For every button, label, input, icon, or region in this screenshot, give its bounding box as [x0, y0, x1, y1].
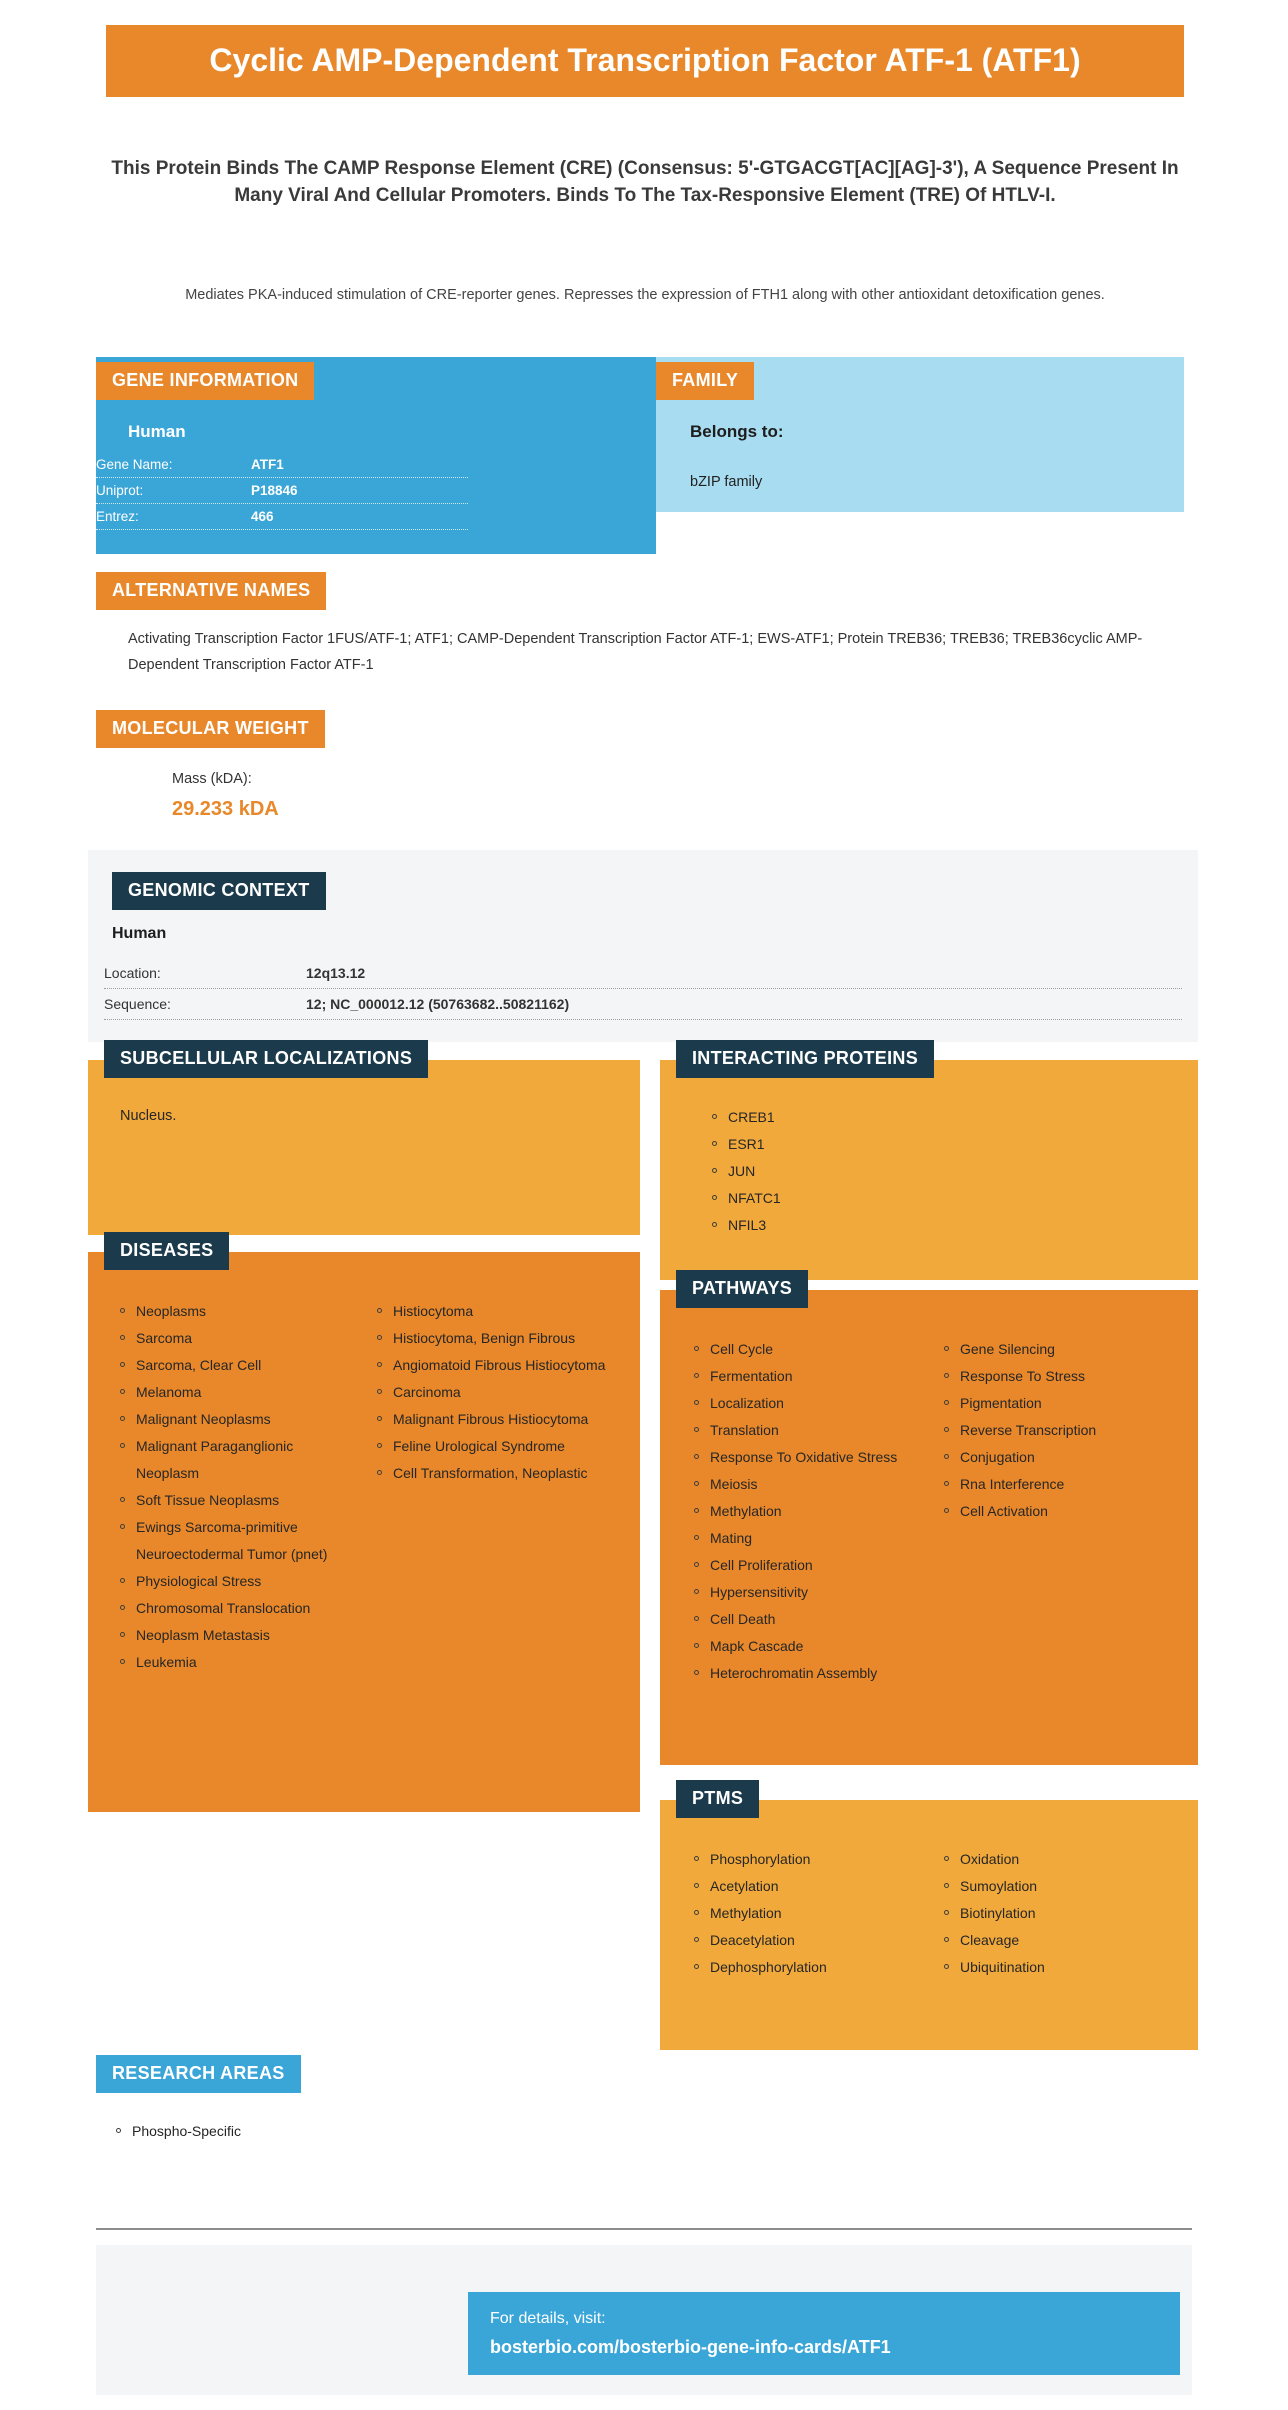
list-item: Sarcoma, Clear Cell: [116, 1352, 359, 1379]
subcellular-localizations-text: Nucleus.: [120, 1108, 177, 1124]
list-item: Localization: [690, 1390, 926, 1417]
diseases-header: DISEASES: [104, 1232, 229, 1270]
list-item: Oxidation: [940, 1846, 1176, 1873]
list-item: NFIL3: [708, 1212, 1138, 1239]
alternative-names-text: Activating Transcription Factor 1FUS/ATF-1; ATF1; CAMP-Dependent Transcription Factor ATF-1; EWS-ATF1; Protein TREB36; TREB36; TREB36cyclic AMP-Dependent Transcription Factor ATF-1: [128, 631, 1143, 673]
list-item: Mating: [690, 1525, 926, 1552]
gene-information-rows: [96, 452, 468, 530]
genomic-context-rows: [104, 958, 1182, 1020]
alternative-names-header: ALTERNATIVE NAMES: [96, 572, 326, 610]
gene-info-row: [96, 452, 468, 478]
list-item: Histiocytoma, Benign Fibrous: [373, 1325, 616, 1352]
molecular-weight-label: Mass (kDA):: [172, 771, 252, 787]
genomic-context-value: 12; NC_000012.12 (50763682..50821162): [306, 996, 570, 1012]
gene-info-value: ATF1: [251, 457, 284, 472]
genomic-context-row: [104, 989, 1182, 1020]
list-item: Cell Activation: [940, 1498, 1176, 1525]
gene-info-value: 466: [251, 509, 274, 524]
family-header: FAMILY: [656, 362, 754, 400]
diseases-list-1: [116, 1298, 359, 1676]
list-item: Acetylation: [690, 1873, 926, 1900]
list-item: Physiological Stress: [116, 1568, 359, 1595]
list-item: Sarcoma: [116, 1325, 359, 1352]
genomic-context-value: 12q13.12: [306, 965, 366, 981]
ptms-column-1: [690, 1846, 926, 1981]
gene-info-row: [96, 478, 468, 504]
list-item: Conjugation: [940, 1444, 1176, 1471]
list-item: Angiomatoid Fibrous Histiocytoma: [373, 1352, 616, 1379]
gene-info-key: Entrez:: [96, 509, 139, 524]
list-item: Neoplasms: [116, 1298, 359, 1325]
interacting-proteins-list: [708, 1104, 1138, 1239]
genomic-context-header: GENOMIC CONTEXT: [112, 872, 326, 910]
list-item: Response To Stress: [940, 1363, 1176, 1390]
list-item: Methylation: [690, 1498, 926, 1525]
list-item: Cell Transformation, Neoplastic: [373, 1460, 616, 1487]
list-item: Cell Proliferation: [690, 1552, 926, 1579]
footer-divider: [96, 2228, 1192, 2230]
research-areas-header: RESEARCH AREAS: [96, 2055, 301, 2093]
list-item: Hypersensitivity: [690, 1579, 926, 1606]
page-description: Mediates PKA-induced stimulation of CRE-reporter genes. Represses the expression of FTH1 along with other antioxidant detoxification genes.: [185, 287, 1105, 303]
family-label: Belongs to:: [690, 422, 784, 441]
list-item: Neoplasm Metastasis: [116, 1622, 359, 1649]
interacting-proteins-header: INTERACTING PROTEINS: [676, 1040, 934, 1078]
footer-cta-label: For details, visit:: [490, 2310, 606, 2327]
diseases-column-2: [373, 1298, 616, 1676]
diseases-list-2: [373, 1298, 616, 1487]
list-item: Ewings Sarcoma-primitive Neuroectodermal Tumor (pnet): [116, 1514, 359, 1568]
family-value: bZIP family: [690, 474, 763, 490]
list-item: CREB1: [708, 1104, 1138, 1131]
list-item: Biotinylation: [940, 1900, 1176, 1927]
list-item: JUN: [708, 1158, 1138, 1185]
molecular-weight-value: 29.233 kDA: [172, 798, 279, 820]
list-item: Malignant Neoplasms: [116, 1406, 359, 1433]
list-item: Fermentation: [690, 1363, 926, 1390]
pathways-panel: [660, 1278, 1198, 1765]
page-subtitle: This Protein Binds The CAMP Response Element (CRE) (Consensus: 5'-GTGACGT[AC][AG]-3'), A Sequence Present In Many Viral And Cellular Promoters. Binds To The Tax-Responsive Element (TRE) Of HTLV-I.: [111, 158, 1179, 206]
gene-info-row: [96, 504, 468, 530]
ptms-header: PTMS: [676, 1780, 759, 1818]
list-item: Malignant Fibrous Histiocytoma: [373, 1406, 616, 1433]
list-item: Cell Death: [690, 1606, 926, 1633]
interacting-proteins-panel: [660, 1048, 1198, 1280]
list-item: Rna Interference: [940, 1471, 1176, 1498]
list-item: Meiosis: [690, 1471, 926, 1498]
genomic-context-row: [104, 958, 1182, 989]
list-item: Cell Cycle: [690, 1336, 926, 1363]
gene-info-value: P18846: [251, 483, 298, 498]
list-item: Pigmentation: [940, 1390, 1176, 1417]
list-item: Deacetylation: [690, 1927, 926, 1954]
gene-info-key: Uniprot:: [96, 483, 144, 498]
list-item: Translation: [690, 1417, 926, 1444]
ptms-list-2: [940, 1846, 1176, 1981]
list-item: Carcinoma: [373, 1379, 616, 1406]
molecular-weight-header: MOLECULAR WEIGHT: [96, 710, 325, 748]
pathways-header: PATHWAYS: [676, 1270, 808, 1308]
genomic-context-key: Location:: [104, 965, 161, 981]
ptms-column-2: [940, 1846, 1176, 1981]
gene-information-species: Human: [128, 422, 186, 441]
list-item: Ubiquitination: [940, 1954, 1176, 1981]
pathways-column-1: [690, 1336, 926, 1687]
list-item: Histiocytoma: [373, 1298, 616, 1325]
gene-information-header: GENE INFORMATION: [96, 362, 314, 400]
list-item: Phospho-Specific: [112, 2118, 572, 2145]
pathways-list-2: [940, 1336, 1176, 1525]
genomic-context-species: Human: [112, 925, 167, 942]
list-item: NFATC1: [708, 1185, 1138, 1212]
list-item: Feline Urological Syndrome: [373, 1433, 616, 1460]
list-item: Methylation: [690, 1900, 926, 1927]
list-item: Sumoylation: [940, 1873, 1176, 1900]
genomic-context-key: Sequence:: [104, 996, 171, 1012]
pathways-column-2: [940, 1336, 1176, 1687]
list-item: Leukemia: [116, 1649, 359, 1676]
list-item: Phosphorylation: [690, 1846, 926, 1873]
footer-link-banner[interactable]: [468, 2292, 1180, 2375]
ptms-list-1: [690, 1846, 926, 1981]
list-item: Dephosphorylation: [690, 1954, 926, 1981]
page-title: Cyclic AMP-Dependent Transcription Factor ATF-1 (ATF1): [106, 25, 1184, 97]
pathways-list-1: [690, 1336, 926, 1687]
subcellular-localizations-panel: [88, 1048, 640, 1235]
list-item: Heterochromatin Assembly: [690, 1660, 926, 1687]
list-item: Reverse Transcription: [940, 1417, 1176, 1444]
list-item: Chromosomal Translocation: [116, 1595, 359, 1622]
list-item: Soft Tissue Neoplasms: [116, 1487, 359, 1514]
list-item: Gene Silencing: [940, 1336, 1176, 1363]
ptms-panel: [660, 1788, 1198, 2050]
pathways-columns: [690, 1336, 1176, 1687]
list-item: Melanoma: [116, 1379, 359, 1406]
list-item: Mapk Cascade: [690, 1633, 926, 1660]
footer-cta-url[interactable]: bosterbio.com/bosterbio-gene-info-cards/ATF1: [490, 2337, 891, 2357]
subcellular-localizations-header: SUBCELLULAR LOCALIZATIONS: [104, 1040, 428, 1078]
gene-info-key: Gene Name:: [96, 457, 173, 472]
list-item: Response To Oxidative Stress: [690, 1444, 926, 1471]
list-item: Malignant Paraganglionic Neoplasm: [116, 1433, 359, 1487]
list-item: ESR1: [708, 1131, 1138, 1158]
diseases-columns: [116, 1298, 616, 1676]
ptms-columns: [690, 1846, 1176, 1981]
diseases-panel: [88, 1240, 640, 1812]
diseases-column-1: [116, 1298, 359, 1676]
research-areas-list: [112, 2118, 572, 2145]
list-item: Cleavage: [940, 1927, 1176, 1954]
